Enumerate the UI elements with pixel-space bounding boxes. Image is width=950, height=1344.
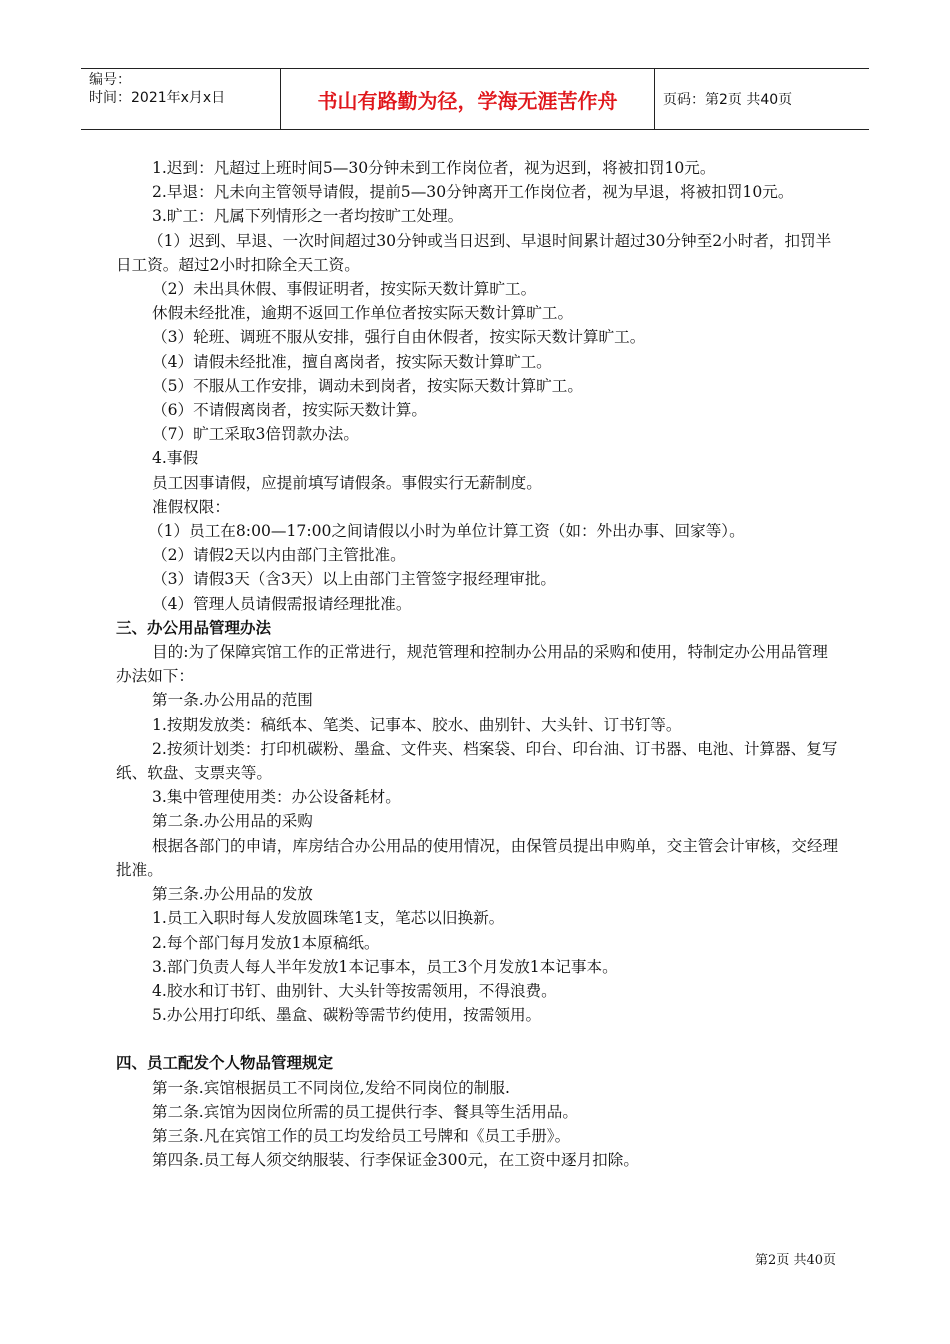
section-heading: 四、员工配发个人物品管理规定 xyxy=(116,1054,334,1073)
paragraph: 1.员工入职时每人发放圆珠笔1支，笔芯以旧换新。 xyxy=(152,909,505,928)
paragraph: 目的:为了保障宾馆工作的正常进行，规范管理和控制办公用品的采购和使用，特制定办公用品管理办法如下： xyxy=(116,643,828,686)
section-heading: 三、办公用品管理办法 xyxy=(116,618,272,637)
page-footer: 第2页 共40页 xyxy=(755,1253,836,1268)
paragraph: （1）迟到、早退、一次时间超过30分钟或当日迟到、早退时间累计超过30分钟至2小时者，扣罚半日工资。超过2小时扣除全天工资。 xyxy=(116,231,832,274)
page-header xyxy=(81,68,869,130)
paragraph: 第三条.办公用品的发放 xyxy=(152,885,313,904)
paragraph: （2）请假2天以内由部门主管批准。 xyxy=(152,546,406,565)
paragraph: 5.办公用打印纸、墨盒、碳粉等需节约使用，按需领用。 xyxy=(152,1006,542,1025)
header-motto: 书山有路勤为径，学海无涯苦作舟 xyxy=(281,69,655,129)
header-time-label: 时间：2021年x月x日 xyxy=(89,90,226,106)
paragraph: 第二条.宾馆为因岗位所需的员工提供行李、餐具等生活用品。 xyxy=(152,1102,578,1121)
paragraph: （7）旷工采取3倍罚款办法。 xyxy=(152,425,359,444)
header-number-label: 编号： xyxy=(89,72,131,88)
paragraph: 准假权限： xyxy=(152,497,230,516)
paragraph: 3.集中管理使用类：办公设备耗材。 xyxy=(152,788,401,807)
header-page-info: 页码：第2页 共40页 xyxy=(663,92,793,108)
paragraph: 3.旷工：凡属下列情形之一者均按旷工处理。 xyxy=(152,207,464,226)
document-body xyxy=(116,156,842,1172)
paragraph: 2.按须计划类：打印机碳粉、墨盒、文件夹、档案袋、印台、印台油、订书器、电池、计算器、复写纸、软盘、支票夹等。 xyxy=(116,739,838,783)
paragraph: （3）轮班、调班不服从安排，强行自由休假者，按实际天数计算旷工。 xyxy=(152,328,646,347)
spacer xyxy=(116,1027,842,1051)
paragraph: 根据各部门的申请，库房结合办公用品的使用情况，由保管员提出申购单，交主管会计审核，交经理批准。 xyxy=(116,836,839,879)
paragraph: 3.部门负责人每人半年发放1本记事本，员工3个月发放1本记事本。 xyxy=(152,957,618,976)
paragraph: 1.迟到：凡超过上班时间5—30分钟未到工作岗位者，视为迟到，将被扣罚10元。 xyxy=(152,159,716,177)
paragraph: 第一条.办公用品的范围 xyxy=(152,691,313,710)
paragraph: 第一条.宾馆根据员工不同岗位,发给不同岗位的制服. xyxy=(152,1078,510,1097)
paragraph: 休假未经批准，逾期不返回工作单位者按实际天数计算旷工。 xyxy=(152,304,574,323)
paragraph: 2.早退：凡未向主管领导请假，提前5—30分钟离开工作岗位者，视为早退，将被扣罚10元。 xyxy=(152,183,794,202)
paragraph: （5）不服从工作安排，调动未到岗者，按实际天数计算旷工。 xyxy=(152,376,583,395)
paragraph: 4.事假 xyxy=(152,449,199,468)
paragraph: 1.按期发放类：稿纸本、笔类、记事本、胶水、曲别针、大头针、订书钉等。 xyxy=(152,715,682,734)
paragraph: 4.胶水和订书钉、曲别针、大头针等按需领用，不得浪费。 xyxy=(152,981,557,1000)
paragraph: （3）请假3天（含3天）以上由部门主管签字报经理审批。 xyxy=(152,570,557,589)
paragraph: （1）员工在8:00—17:00之间请假以小时为单位计算工资（如：外出办事、回家等）。 xyxy=(148,522,745,541)
paragraph: （4）管理人员请假需报请经理批准。 xyxy=(152,594,412,613)
paragraph: 第三条.凡在宾馆工作的员工均发给员工号牌和《员工手册》。 xyxy=(152,1126,571,1145)
paragraph: 员工因事请假，应提前填写请假条。事假实行无薪制度。 xyxy=(152,473,542,492)
header-meta xyxy=(81,69,281,129)
paragraph: 第四条.员工每人须交纳服装、行李保证金300元，在工资中逐月扣除。 xyxy=(152,1151,639,1170)
paragraph: （4）请假未经批准，擅自离岗者，按实际天数计算旷工。 xyxy=(152,352,552,371)
paragraph: （6）不请假离岗者，按实际天数计算。 xyxy=(152,401,428,420)
paragraph: （2）未出具休假、事假证明者，按实际天数计算旷工。 xyxy=(152,280,537,299)
paragraph: 2.每个部门每月发放1本原稿纸。 xyxy=(152,933,380,952)
paragraph: 第二条.办公用品的采购 xyxy=(152,812,313,831)
